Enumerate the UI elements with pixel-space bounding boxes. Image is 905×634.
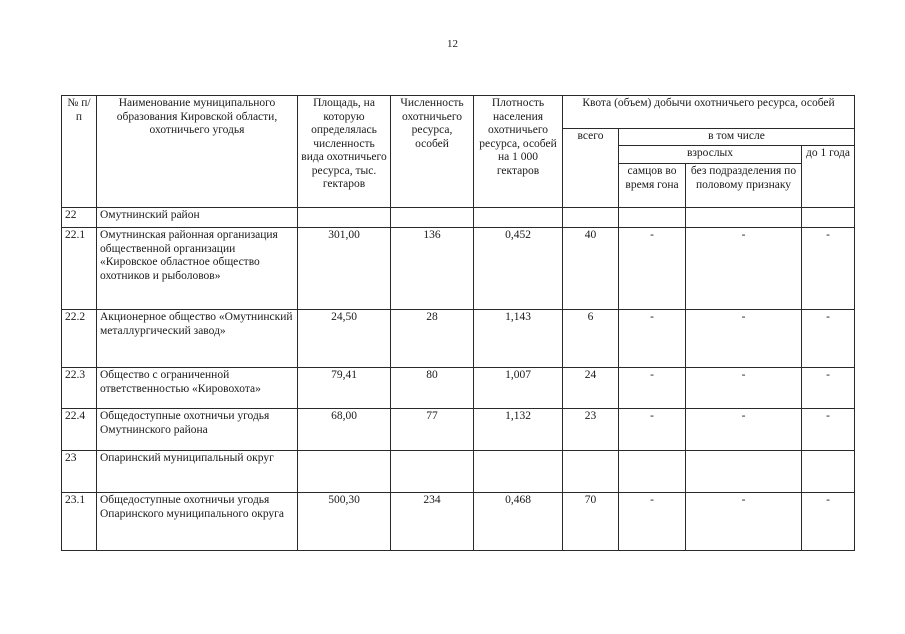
- header-count: Численность охотничьего ресурса, особей: [391, 96, 474, 208]
- cell-total: 24: [563, 368, 619, 409]
- cell-males: [619, 208, 686, 228]
- cell-name: Общедоступные охотничьи угодья Омутнинского района: [97, 409, 298, 451]
- table-row: [62, 493, 855, 551]
- cell-total: 70: [563, 493, 619, 551]
- cell-area: 79,41: [298, 368, 391, 409]
- table-row: [62, 409, 855, 451]
- cell-num: 22: [62, 208, 97, 228]
- header-nosex: без подразделения по половому признаку: [686, 164, 802, 208]
- header-total: всего: [563, 129, 619, 208]
- cell-count: [391, 208, 474, 228]
- cell-density: [474, 208, 563, 228]
- cell-males: -: [619, 493, 686, 551]
- header-males: самцов во время гона: [619, 164, 686, 208]
- cell-name: Акционерное общество «Омутнинский металлургический завод»: [97, 310, 298, 368]
- cell-total: 6: [563, 310, 619, 368]
- cell-count: 136: [391, 228, 474, 310]
- cell-density: 1,132: [474, 409, 563, 451]
- cell-nosex: [686, 451, 802, 493]
- cell-nosex: [686, 208, 802, 228]
- header-including: в том числе: [619, 129, 855, 146]
- cell-under1: [802, 208, 855, 228]
- cell-nosex: -: [686, 368, 802, 409]
- table-header: [62, 96, 855, 208]
- cell-nosex: -: [686, 228, 802, 310]
- cell-under1: -: [802, 368, 855, 409]
- cell-name: Омутнинская районная организация общественной организации «Кировское областное общество охотников и рыболовов»: [97, 228, 298, 310]
- cell-total: [563, 208, 619, 228]
- header-name: Наименование муниципального образования Кировской области, охотничьего угодья: [97, 96, 298, 208]
- cell-males: -: [619, 310, 686, 368]
- cell-density: 0,468: [474, 493, 563, 551]
- cell-count: [391, 451, 474, 493]
- cell-males: -: [619, 368, 686, 409]
- cell-area: 500,30: [298, 493, 391, 551]
- cell-num: 22.1: [62, 228, 97, 310]
- header-under1: до 1 года: [802, 146, 855, 208]
- cell-density: [474, 451, 563, 493]
- cell-count: 77: [391, 409, 474, 451]
- cell-under1: -: [802, 228, 855, 310]
- header-quota: Квота (объем) добычи охотничьего ресурса, особей: [563, 96, 855, 129]
- cell-nosex: -: [686, 310, 802, 368]
- cell-under1: -: [802, 493, 855, 551]
- cell-males: [619, 451, 686, 493]
- header-area: Площадь, на которую определялась численность вида охотничьего ресурса, тыс. гектаров: [298, 96, 391, 208]
- cell-nosex: -: [686, 493, 802, 551]
- cell-total: [563, 451, 619, 493]
- header-density: Плотность населения охотничьего ресурса, особей на 1 000 гектаров: [474, 96, 563, 208]
- cell-num: 23.1: [62, 493, 97, 551]
- cell-area: 68,00: [298, 409, 391, 451]
- table-body: [62, 208, 855, 551]
- cell-total: 40: [563, 228, 619, 310]
- cell-name: Омутнинский район: [97, 208, 298, 228]
- cell-density: 1,143: [474, 310, 563, 368]
- cell-name: Опаринский муниципальный округ: [97, 451, 298, 493]
- quota-table: [61, 95, 855, 551]
- page-number: 12: [447, 38, 458, 50]
- cell-count: 80: [391, 368, 474, 409]
- header-adults: взрослых: [619, 146, 802, 164]
- cell-area: 301,00: [298, 228, 391, 310]
- cell-num: 22.4: [62, 409, 97, 451]
- table-row: [62, 451, 855, 493]
- table-row: [62, 228, 855, 310]
- cell-density: 0,452: [474, 228, 563, 310]
- table-row: [62, 368, 855, 409]
- cell-name: Общедоступные охотничьи угодья Опаринского муниципального округа: [97, 493, 298, 551]
- cell-num: 22.3: [62, 368, 97, 409]
- table-row: [62, 310, 855, 368]
- cell-under1: -: [802, 409, 855, 451]
- table-row: [62, 208, 855, 228]
- header-num: № п/п: [62, 96, 97, 208]
- cell-under1: -: [802, 310, 855, 368]
- cell-males: -: [619, 409, 686, 451]
- cell-total: 23: [563, 409, 619, 451]
- cell-num: 22.2: [62, 310, 97, 368]
- cell-count: 234: [391, 493, 474, 551]
- cell-count: 28: [391, 310, 474, 368]
- cell-area: 24,50: [298, 310, 391, 368]
- cell-num: 23: [62, 451, 97, 493]
- cell-area: [298, 451, 391, 493]
- cell-area: [298, 208, 391, 228]
- cell-name: Общество с ограниченной ответственностью «Кировохота»: [97, 368, 298, 409]
- cell-density: 1,007: [474, 368, 563, 409]
- cell-under1: [802, 451, 855, 493]
- cell-males: -: [619, 228, 686, 310]
- cell-nosex: -: [686, 409, 802, 451]
